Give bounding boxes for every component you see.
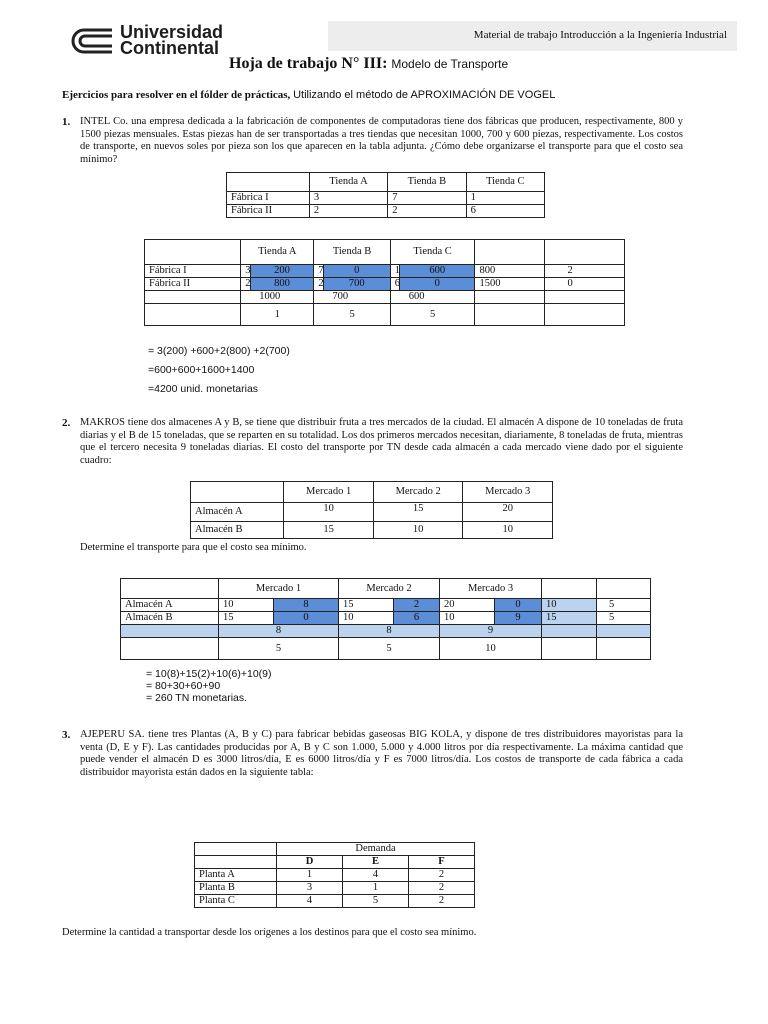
ex1-text: INTEL Co. una empresa dedicada a la fabricación de componentes de computadoras tiene dos fábricas que producen, respectivamente, 800 y 1500 piezas mensuales. Estas piezas han de ser transportadas a tres tiendas que necesitan 1000, 700 y 600 piezas, respectivamente. Los costos de transporte, en nuevos soles por pieza son los que aparecen en la tabla adjunta. ¿Cómo debe organizarse el transporte para que el costo sea mínimo? xyxy=(80,116,683,165)
ex1-sol-empty xyxy=(545,304,625,326)
ex1-sol-col-penalty: 5 xyxy=(390,304,475,326)
ex2-sol-header: Mercado 3 xyxy=(440,579,542,599)
ex2-cost-corner xyxy=(191,482,284,503)
ex2-determine: Determine el transporte para que el costo sea mínimo. xyxy=(80,542,307,553)
ex1-sol-row-label: Fábrica I xyxy=(145,265,241,278)
ex1-sol-col-penalty: 5 xyxy=(314,304,390,326)
ex2-sol-alloc: 0 xyxy=(495,599,542,612)
ex1-sol-alloc: 700 xyxy=(323,278,390,291)
ex2-eq-line: = 80+30+60+90 xyxy=(146,680,221,692)
ex1-cost-table xyxy=(226,172,545,218)
ex1-sol-corner xyxy=(145,240,241,265)
ex2-sol-penalty-label xyxy=(121,638,219,660)
ex3-paragraph xyxy=(80,729,683,779)
ex1-sol-supply: 800 xyxy=(475,265,545,278)
ex2-cost-header: Mercado 3 xyxy=(463,482,553,503)
ex1-sol-header: Tienda A xyxy=(241,240,314,265)
ex1-sol-demand: 700 xyxy=(314,291,390,304)
ex1-cost-header: Tienda B xyxy=(388,173,466,192)
ex1-sol-alloc: 800 xyxy=(250,278,314,291)
ex3-number: 3. xyxy=(62,729,71,741)
ex3-header: E xyxy=(343,856,409,869)
ex2-sol-cost: 10 xyxy=(219,599,274,612)
ex2-sol-row-label: Almacén A xyxy=(121,599,219,612)
logo-mark-icon xyxy=(70,26,114,56)
ex1-paragraph xyxy=(80,116,683,166)
ex1-cost-header: Tienda A xyxy=(309,173,387,192)
ex1-sol-cost: 2 xyxy=(314,278,323,291)
ex2-sol-header: Mercado 1 xyxy=(219,579,339,599)
ex2-cost-cell: 10 xyxy=(463,522,553,539)
ex3-cell: 2 xyxy=(409,869,475,882)
ex1-cost-cell: 7 xyxy=(388,192,466,205)
ex1-sol-penalty-header xyxy=(545,240,625,265)
ex1-eq-line: = 3(200) +600+2(800) +2(700) xyxy=(148,345,290,357)
ex3-cost-table xyxy=(194,842,475,908)
ex1-sol-supply: 1500 xyxy=(475,278,545,291)
ex1-sol-demand-label xyxy=(145,291,241,304)
ex3-row-label: Planta B xyxy=(195,882,277,895)
ex2-sol-corner xyxy=(121,579,219,599)
ex2-eq-line: = 260 TN monetarias. xyxy=(146,692,248,704)
ex1-sol-cost: 6 xyxy=(390,278,399,291)
ex2-sol-cost: 15 xyxy=(339,599,394,612)
ex1-sol-empty xyxy=(545,291,625,304)
ex1-sol-empty xyxy=(475,291,545,304)
ex3-corner xyxy=(195,843,277,856)
ex1-sol-cost: 3 xyxy=(241,265,250,278)
ex3-cell: 4 xyxy=(277,895,343,908)
ex1-number: 1. xyxy=(62,116,71,128)
intro-bold: Ejercicios para resolver en el fólder de prácticas, xyxy=(62,89,291,101)
ex2-sol-alloc: 2 xyxy=(394,599,440,612)
ex1-sol-demand: 1000 xyxy=(241,291,314,304)
ex1-sol-penalty: 0 xyxy=(545,278,625,291)
ex2-sol-supply: 15 xyxy=(542,612,597,625)
ex1-sol-penalty: 2 xyxy=(545,265,625,278)
page-title xyxy=(229,55,508,73)
ex2-eq-line: = 10(8)+15(2)+10(6)+10(9) xyxy=(146,668,272,680)
ex2-sol-col-penalty: 5 xyxy=(219,638,339,660)
ex3-cell: 4 xyxy=(343,869,409,882)
ex2-text: MAKROS tiene dos almacenes A y B, se tiene que distribuir fruta a tres mercados de la ciudad. El almacén A dispone de 10 toneladas de fruta diarias y el B de 15 toneladas, que se reparten en su totalidad. Los dos primeros mercados necesitan, diariamente, 8 toneladas de fruta, mientras que el tercero necesita 9 toneladas diarias. El costo del transporte por TN desde cada almacén a cada mercado viene dado por el siguiente cuadro: xyxy=(80,417,683,466)
ex2-sol-cost: 20 xyxy=(440,599,495,612)
ex2-sol-penalty: 5 xyxy=(597,599,651,612)
ex3-cell: 1 xyxy=(343,882,409,895)
ex2-equation xyxy=(146,668,272,704)
ex1-sol-header: Tienda C xyxy=(390,240,475,265)
ex2-cost-row-label: Almacén B xyxy=(191,522,284,539)
ex3-text: AJEPERU SA. tiene tres Plantas (A, B y C) para fabricar bebidas gaseosas BIG KOLA, y dispone de tres distribuidores mayoristas para la venta (D, E y F). Las cantidades producidas por A, B y C son 1.000, 5.000 y 4.000 litros por día respectivamente. La máxima cantidad que puede vender el almacén D es 3000 litros/día, E es 6000 litros/día y F es 7000 litros/día. Los costos de transporte de cada fábrica a cada distribuidor mayorista están dados en la siguiente tabla: xyxy=(80,729,683,778)
ex1-sol-alloc: 0 xyxy=(400,278,475,291)
ex1-sol-header: Tienda B xyxy=(314,240,390,265)
ex2-sol-col-penalty: 5 xyxy=(339,638,440,660)
ex2-sol-alloc: 0 xyxy=(274,612,339,625)
title-main: Hoja de trabajo N° III: xyxy=(229,55,388,72)
ex1-sol-supply-header xyxy=(475,240,545,265)
ex2-sol-empty xyxy=(542,625,597,638)
ex1-eq-line: =4200 unid. monetarias xyxy=(148,383,259,395)
ex3-header: D xyxy=(277,856,343,869)
ex1-sol-empty xyxy=(475,304,545,326)
ex3-group-header: Demanda xyxy=(277,843,475,856)
ex1-sol-alloc: 600 xyxy=(400,265,475,278)
ex1-sol-cost: 2 xyxy=(241,278,250,291)
ex1-cost-row-label: Fábrica II xyxy=(227,205,310,218)
ex1-equation xyxy=(148,342,290,399)
ex2-sol-supply-header xyxy=(542,579,597,599)
ex2-sol-demand: 9 xyxy=(440,625,542,638)
ex1-solution-table xyxy=(144,239,625,326)
ex1-eq-line: =600+600+1600+1400 xyxy=(148,364,255,376)
ex1-sol-col-penalty: 1 xyxy=(241,304,314,326)
ex2-sol-cost: 10 xyxy=(339,612,394,625)
ex2-sol-supply: 10 xyxy=(542,599,597,612)
ex2-cost-header: Mercado 2 xyxy=(373,482,463,503)
university-name-line1: Universidad xyxy=(120,22,224,42)
ex1-cost-cell: 6 xyxy=(466,205,544,218)
ex2-cost-cell: 10 xyxy=(373,522,463,539)
ex1-sol-alloc: 200 xyxy=(250,265,314,278)
ex2-cost-cell: 15 xyxy=(284,522,374,539)
ex3-cell: 3 xyxy=(277,882,343,895)
ex3-cell: 5 xyxy=(343,895,409,908)
ex1-cost-cell: 2 xyxy=(309,205,387,218)
ex2-sol-alloc: 8 xyxy=(274,599,339,612)
ex3-corner-2 xyxy=(195,856,277,869)
ex1-sol-row-label: Fábrica II xyxy=(145,278,241,291)
ex2-sol-alloc: 6 xyxy=(394,612,440,625)
ex2-sol-demand: 8 xyxy=(339,625,440,638)
ex1-cost-header: Tienda C xyxy=(466,173,544,192)
ex1-sol-demand: 600 xyxy=(390,291,475,304)
ex2-sol-col-penalty: 10 xyxy=(440,638,542,660)
ex2-cost-table xyxy=(190,481,553,539)
ex1-sol-penalty-label xyxy=(145,304,241,326)
ex1-sol-cost: 7 xyxy=(314,265,323,278)
ex2-number: 2. xyxy=(62,417,71,429)
ex2-sol-header: Mercado 2 xyxy=(339,579,440,599)
ex2-sol-cost: 10 xyxy=(440,612,495,625)
ex2-paragraph xyxy=(80,417,683,467)
ex2-sol-alloc: 9 xyxy=(495,612,542,625)
ex2-sol-penalty: 5 xyxy=(597,612,651,625)
ex3-row-label: Planta C xyxy=(195,895,277,908)
ex2-cost-cell: 20 xyxy=(463,503,553,522)
ex2-cost-header: Mercado 1 xyxy=(284,482,374,503)
ex2-solution-table xyxy=(120,578,651,660)
ex2-cost-row-label: Almacén A xyxy=(191,503,284,522)
ex2-sol-cost: 15 xyxy=(219,612,274,625)
ex1-cost-corner xyxy=(227,173,310,192)
ex3-header: F xyxy=(409,856,475,869)
ex2-sol-demand-label xyxy=(121,625,219,638)
material-label: Material de trabajo Introducción a la Ingeniería Industrial xyxy=(473,29,727,41)
ex2-sol-penalty-header xyxy=(597,579,651,599)
ex1-cost-cell: 1 xyxy=(466,192,544,205)
ex2-sol-demand: 8 xyxy=(219,625,339,638)
university-name-line2: Continental xyxy=(120,38,219,58)
university-logo xyxy=(70,22,224,58)
ex1-sol-cost: 1 xyxy=(390,265,399,278)
ex3-row-label: Planta A xyxy=(195,869,277,882)
ex1-cost-cell: 3 xyxy=(309,192,387,205)
ex3-cell: 1 xyxy=(277,869,343,882)
ex2-sol-empty xyxy=(597,625,651,638)
intro-rest: Utilizando el método de APROXIMACIÓN DE VOGEL xyxy=(293,89,556,101)
ex1-cost-row-label: Fábrica I xyxy=(227,192,310,205)
ex2-sol-empty xyxy=(597,638,651,660)
header-banner xyxy=(328,21,737,51)
ex1-cost-cell: 2 xyxy=(388,205,466,218)
title-sub: Modelo de Transporte xyxy=(391,57,509,71)
ex3-determine: Determine la cantidad a transportar desde los orígenes a los destinos para que el costo sea mínimo. xyxy=(62,927,477,938)
ex3-cell: 2 xyxy=(409,882,475,895)
ex1-sol-alloc: 0 xyxy=(323,265,390,278)
ex2-sol-row-label: Almacén B xyxy=(121,612,219,625)
ex2-sol-empty xyxy=(542,638,597,660)
ex3-cell: 2 xyxy=(409,895,475,908)
ex2-cost-cell: 15 xyxy=(373,503,463,522)
intro-line xyxy=(62,89,555,101)
ex2-cost-cell: 10 xyxy=(284,503,374,522)
